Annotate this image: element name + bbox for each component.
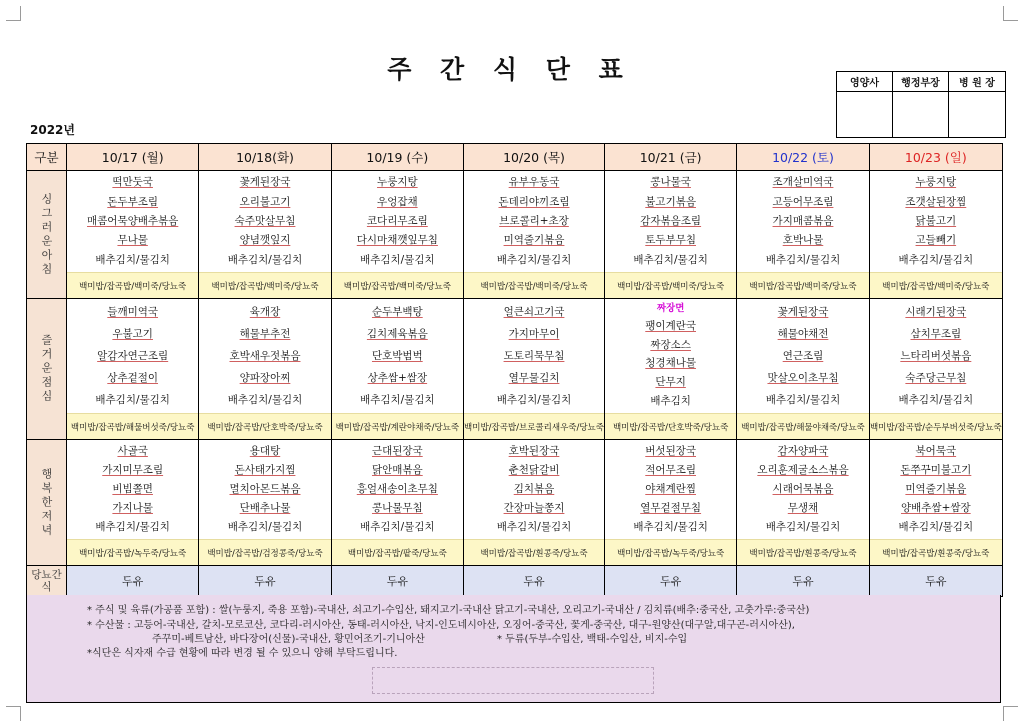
menu-item: 배추김치/물김치 xyxy=(898,393,974,406)
meal-cell xyxy=(737,171,869,299)
meal-cell xyxy=(870,299,1002,440)
menu-item: 감자볶음조림 xyxy=(640,214,702,227)
menu-item: 꽃게된장국 xyxy=(777,305,829,318)
rice-porridge-option: 백미밥/잡곡밥/순두부버섯죽/당뇨죽 xyxy=(870,413,1002,439)
rice-porridge-option: 백미밥/잡곡밥/계란야채죽/당뇨죽 xyxy=(332,413,463,439)
footer-line-grain-meat: * 주식 및 육류(가공품 포함) : 쌀(누룽지, 죽용 포함)-국내산, 쇠고기-수입산, 돼지고기-국내산 닭고기-국내산, 오리고기-국내산 / 김치류(배추:중국산, 고춧가루:중국산) xyxy=(87,605,810,616)
menu-item: 시래어묵볶음 xyxy=(772,483,834,495)
menu-item: 누룽지탕 xyxy=(377,176,418,189)
footer-line-beans: * 두류(두부-수입산, 백태-수입산, 비지-수입 xyxy=(497,634,688,645)
menu-item: 해물야채전 xyxy=(777,327,829,340)
header-label-cell: 구분 xyxy=(27,144,67,171)
meal-items xyxy=(67,299,198,413)
menu-item: 간장마늘쫑지 xyxy=(503,502,565,514)
menu-item: 열무물김치 xyxy=(508,371,560,384)
menu-item: 배추김치/물김치 xyxy=(95,253,170,266)
day-header: 10/21 (금) xyxy=(605,144,737,171)
approval-box xyxy=(836,71,1006,138)
menu-item: 돈데리야끼조림 xyxy=(498,195,570,208)
meal-items xyxy=(332,299,463,413)
menu-item: 가지나물 xyxy=(112,502,153,514)
snack-label: 당뇨간식 xyxy=(31,569,62,593)
menu-item: 누룽지탕 xyxy=(915,176,957,189)
crop-mark-bottom-right xyxy=(1003,706,1018,721)
menu-item: 야채계란찜 xyxy=(645,483,696,495)
menu-item: 불고기볶음 xyxy=(645,195,696,208)
menu-item: 양념깻잎지 xyxy=(239,234,291,247)
menu-item: 배추김치/물김치 xyxy=(227,253,303,266)
menu-item: 상추겉절이 xyxy=(107,371,159,384)
meal-items xyxy=(199,440,330,539)
crop-mark-top-left xyxy=(6,6,21,21)
menu-item: 배추김치/물김치 xyxy=(633,253,708,266)
rice-porridge-option: 백미밥/잡곡밥/백미죽/당뇨죽 xyxy=(199,272,330,298)
approval-admin-sign xyxy=(893,92,949,137)
day-header: 10/22 (토) xyxy=(737,144,869,171)
meal-label: 싱그러운아침 xyxy=(40,192,53,277)
approval-director-label: 병 원 장 xyxy=(949,72,1005,92)
day-header: 10/23 (일) xyxy=(870,144,1002,171)
menu-item: 배추김치/물김치 xyxy=(765,521,841,533)
menu-item: 배추김치/물김치 xyxy=(227,521,303,533)
day-header: 10/19 (수) xyxy=(332,144,464,171)
day-header: 10/18(화) xyxy=(199,144,331,171)
menu-item: 얼큰쇠고기국 xyxy=(503,305,565,318)
menu-item: 닭불고기 xyxy=(915,214,957,227)
meal-cell xyxy=(199,299,331,440)
meal-cell xyxy=(870,171,1002,299)
meal-cell xyxy=(199,171,331,299)
rice-porridge-option: 백미밥/잡곡밥/녹두죽/당뇨죽 xyxy=(67,539,198,565)
approval-director-sign xyxy=(949,92,1005,137)
menu-item: 단무지 xyxy=(655,376,686,389)
meal-label-cell xyxy=(27,440,67,566)
menu-item: 코다리무조림 xyxy=(366,214,428,227)
menu-item: 배추김치/물김치 xyxy=(496,521,572,533)
menu-item: 매콤어묵양배추볶음 xyxy=(87,214,179,227)
menu-item: 호박나물 xyxy=(782,234,824,247)
snack-cell: 두유 xyxy=(605,566,737,596)
menu-item: 단호박범벅 xyxy=(371,349,423,362)
rice-porridge-option: 백미밥/잡곡밥/브로콜리새우죽/당뇨죽 xyxy=(464,413,604,439)
menu-item: 용대탕 xyxy=(249,445,281,457)
menu-item: 흥얼새송이초무침 xyxy=(356,483,438,495)
meal-items xyxy=(737,299,868,413)
menu-item: 배추김치/물김치 xyxy=(765,253,841,266)
snack-cell: 두유 xyxy=(870,566,1002,596)
menu-item: 오리불고기 xyxy=(239,195,291,208)
crop-mark-bottom-left xyxy=(6,706,21,721)
meal-cell xyxy=(332,440,464,566)
menu-item: 조개살미역국 xyxy=(772,176,834,189)
rice-porridge-option: 백미밥/잡곡밥/백미죽/당뇨죽 xyxy=(67,272,198,298)
meal-items xyxy=(737,171,868,272)
menu-item: 돈두부조림 xyxy=(107,195,159,208)
meal-label-cell xyxy=(27,299,67,440)
menu-item: 돈사태가지찜 xyxy=(234,464,296,476)
menu-item: 청경채나물 xyxy=(645,357,696,370)
rice-porridge-option: 백미밥/잡곡밥/백미죽/당뇨죽 xyxy=(464,272,604,298)
menu-item: 꽃게된장국 xyxy=(239,176,291,189)
menu-item: 조갯살된장찜 xyxy=(905,195,967,208)
menu-item: 무생채 xyxy=(787,502,819,514)
meal-cell xyxy=(605,171,737,299)
menu-item: 연근조림 xyxy=(782,349,824,362)
menu-item: 오리훈제굴소스볶음 xyxy=(757,464,849,476)
menu-item: 배추김치/물김치 xyxy=(496,253,572,266)
menu-item: 배추김치/물김치 xyxy=(95,393,170,406)
menu-note: 짜장면 xyxy=(656,302,685,314)
meal-items xyxy=(605,171,736,272)
meal-cell xyxy=(464,171,605,299)
rice-porridge-option: 백미밥/잡곡밥/백미죽/당뇨죽 xyxy=(605,272,736,298)
rice-porridge-option: 백미밥/잡곡밥/녹두죽/당뇨죽 xyxy=(605,539,736,565)
menu-item: 배추김치 xyxy=(650,395,691,408)
menu-item: 다시마채깻잎무침 xyxy=(356,234,438,247)
rice-porridge-option: 백미밥/잡곡밥/단호박죽/당뇨죽 xyxy=(199,413,330,439)
rice-porridge-option: 백미밥/잡곡밥/백미죽/당뇨죽 xyxy=(870,272,1002,298)
menu-item: 도토리묵무침 xyxy=(503,349,565,362)
meal-items xyxy=(332,171,463,272)
day-header: 10/20 (목) xyxy=(464,144,605,171)
footer-line-seafood-cont: 주꾸미-베트남산, 바다장어(신물)-국내산, 황민어조기-기니아산 xyxy=(152,634,425,645)
menu-item: 근대된장국 xyxy=(371,445,423,457)
menu-item: 가지미무조림 xyxy=(102,464,164,476)
menu-item: 배추김치/물김치 xyxy=(95,521,170,533)
menu-item: 멸치아몬드볶음 xyxy=(229,483,301,495)
menu-item: 김치제육볶음 xyxy=(366,327,428,340)
year-label: 2022년 xyxy=(30,123,75,137)
rice-porridge-option: 백미밥/잡곡밥/해물야채죽/당뇨죽 xyxy=(737,413,868,439)
menu-item: 미역줄기볶음 xyxy=(905,483,967,495)
meal-cell xyxy=(67,440,199,566)
menu-item: 우엉잡채 xyxy=(377,195,418,208)
menu-item: 배추김치/물김치 xyxy=(360,393,435,406)
snack-cell: 두유 xyxy=(67,566,199,596)
menu-item: 알감자연근조림 xyxy=(97,349,169,362)
menu-item: 미역줄기볶음 xyxy=(503,234,565,247)
snack-cell: 두유 xyxy=(464,566,605,596)
menu-item: 배추김치/물김치 xyxy=(360,521,435,533)
meal-items xyxy=(332,440,463,539)
menu-item: 단배추나물 xyxy=(239,502,291,514)
menu-item: 북어묵국 xyxy=(915,445,957,457)
meal-cell xyxy=(199,440,331,566)
menu-item: 버섯된장국 xyxy=(645,445,696,457)
snack-label-cell xyxy=(27,566,67,596)
menu-item: 배추김치/물김치 xyxy=(496,393,572,406)
menu-item: 고들빼기 xyxy=(915,234,957,247)
menu-item: 브로콜리+초장 xyxy=(499,214,569,227)
menu-item: 짜장소스 xyxy=(650,338,691,351)
menu-item: 상추쌈+쌈장 xyxy=(367,371,428,384)
menu-item: 순두부백탕 xyxy=(371,305,423,318)
menu-item: 호박새우젓볶음 xyxy=(229,349,301,362)
meal-items xyxy=(737,440,868,539)
menu-item: 고등어무조림 xyxy=(772,195,834,208)
meal-items xyxy=(605,440,736,539)
menu-item: 열무겉절무침 xyxy=(640,502,702,514)
meal-items xyxy=(67,440,198,539)
menu-item: 배추김치/물김치 xyxy=(898,521,974,533)
menu-item: 김치볶음 xyxy=(513,483,555,495)
meal-items xyxy=(870,171,1002,272)
meal-label: 행복한저녁 xyxy=(40,467,53,538)
menu-item: 느타리버섯볶음 xyxy=(900,349,972,362)
snack-cell: 두유 xyxy=(199,566,331,596)
footer-line-seafood: * 수산물 : 고등어-국내산, 갈치-모로코산, 코다리-러시아산, 동태-러시아산, 낙지-인도네시아산, 오징어-중국산, 꽃게-중국산, 대구-원양산(대구알,대구곤-러시아산), xyxy=(87,620,795,631)
approval-dietitian-label: 영양사 xyxy=(837,72,893,92)
menu-item: 사골국 xyxy=(117,445,148,457)
meal-cell xyxy=(737,440,869,566)
menu-item: 적어무조림 xyxy=(645,464,696,476)
menu-item: 콩나물국 xyxy=(650,176,691,189)
rice-porridge-option: 백미밥/잡곡밥/검정콩죽/당뇨죽 xyxy=(199,539,330,565)
menu-item: 닭안매볶음 xyxy=(371,464,423,476)
page-title: 주 간 식 단 표 xyxy=(387,55,633,84)
menu-item: 팽이계란국 xyxy=(645,319,696,332)
footer-line-notice: *식단은 식자재 수급 현황에 따라 변경 될 수 있으니 양해 부탁드립니다. xyxy=(87,648,398,659)
menu-item: 비빔쫄면 xyxy=(112,483,153,495)
menu-item: 삼치무조림 xyxy=(910,327,962,340)
menu-item: 육개장 xyxy=(249,305,281,318)
meal-items xyxy=(464,171,604,272)
rice-porridge-option: 백미밥/잡곡밥/단호박죽/당뇨죽 xyxy=(605,413,736,439)
meal-cell xyxy=(332,299,464,440)
menu-item: 시래기된장국 xyxy=(905,305,967,318)
meal-cell xyxy=(332,171,464,299)
menu-item: 양파장아찌 xyxy=(239,371,291,384)
rice-porridge-option: 백미밥/잡곡밥/해물버섯죽/당뇨죽 xyxy=(67,413,198,439)
menu-item: 들깨미역국 xyxy=(107,305,159,318)
menu-item: 배추김치/물김치 xyxy=(360,253,435,266)
footer-empty-box xyxy=(372,667,654,694)
crop-mark-top-right xyxy=(1003,6,1018,21)
meal-items xyxy=(67,171,198,272)
menu-item: 콩나물무침 xyxy=(371,502,423,514)
rice-porridge-option: 백미밥/잡곡밥/팥죽/당뇨죽 xyxy=(332,539,463,565)
meal-cell xyxy=(605,440,737,566)
menu-item: 떡만둣국 xyxy=(112,176,153,189)
menu-item: 숙주당근무침 xyxy=(905,371,967,384)
menu-item: 감자양파국 xyxy=(777,445,829,457)
meal-items xyxy=(464,440,604,539)
snack-cell: 두유 xyxy=(332,566,464,596)
menu-item: 숙주맛살무침 xyxy=(234,214,296,227)
meal-items xyxy=(605,299,736,413)
approval-admin-label: 행정부장 xyxy=(893,72,949,92)
rice-porridge-option: 백미밥/잡곡밥/흰콩죽/당뇨죽 xyxy=(870,539,1002,565)
menu-item: 무나물 xyxy=(117,234,148,247)
day-header: 10/17 (월) xyxy=(67,144,199,171)
menu-item: 토두부무침 xyxy=(645,234,696,247)
rice-porridge-option: 백미밥/잡곡밥/흰콩죽/당뇨죽 xyxy=(464,539,604,565)
rice-porridge-option: 백미밥/잡곡밥/백미죽/당뇨죽 xyxy=(737,272,868,298)
rice-porridge-option: 백미밥/잡곡밥/백미죽/당뇨죽 xyxy=(332,272,463,298)
snack-cell: 두유 xyxy=(737,566,869,596)
meal-items xyxy=(199,299,330,413)
menu-item: 배추김치/물김치 xyxy=(765,393,841,406)
meal-items xyxy=(464,299,604,413)
menu-item: 양배추쌈+쌈장 xyxy=(901,502,971,514)
menu-item: 돈쭈꾸미불고기 xyxy=(900,464,972,476)
meal-cell xyxy=(464,299,605,440)
origin-footer xyxy=(26,595,1001,703)
menu-item: 배추김치/물김치 xyxy=(898,253,974,266)
meal-cell xyxy=(870,440,1002,566)
meal-label: 즐거운점심 xyxy=(40,334,53,404)
menu-item: 가지매콤볶음 xyxy=(772,214,834,227)
menu-item: 유부우동국 xyxy=(508,176,560,189)
menu-table xyxy=(26,143,1003,597)
meal-items xyxy=(870,440,1002,539)
menu-item: 맛살오이초무침 xyxy=(767,371,839,384)
meal-cell xyxy=(605,299,737,440)
meal-cell xyxy=(464,440,605,566)
menu-item: 배추김치/물김치 xyxy=(633,521,708,533)
meal-cell xyxy=(737,299,869,440)
menu-item: 춘천닭갈비 xyxy=(508,464,560,476)
approval-dietitian-sign xyxy=(837,92,893,137)
menu-item: 호박된장국 xyxy=(508,445,560,457)
meal-items xyxy=(199,171,330,272)
menu-item: 해물부추전 xyxy=(239,327,291,340)
meal-cell xyxy=(67,171,199,299)
meal-items xyxy=(870,299,1002,413)
meal-label-cell xyxy=(27,171,67,299)
menu-item: 배추김치/물김치 xyxy=(227,393,303,406)
menu-item: 우불고기 xyxy=(112,327,153,340)
rice-porridge-option: 백미밥/잡곡밥/흰콩죽/당뇨죽 xyxy=(737,539,868,565)
menu-item: 가지마무이 xyxy=(508,327,560,340)
meal-cell xyxy=(67,299,199,440)
